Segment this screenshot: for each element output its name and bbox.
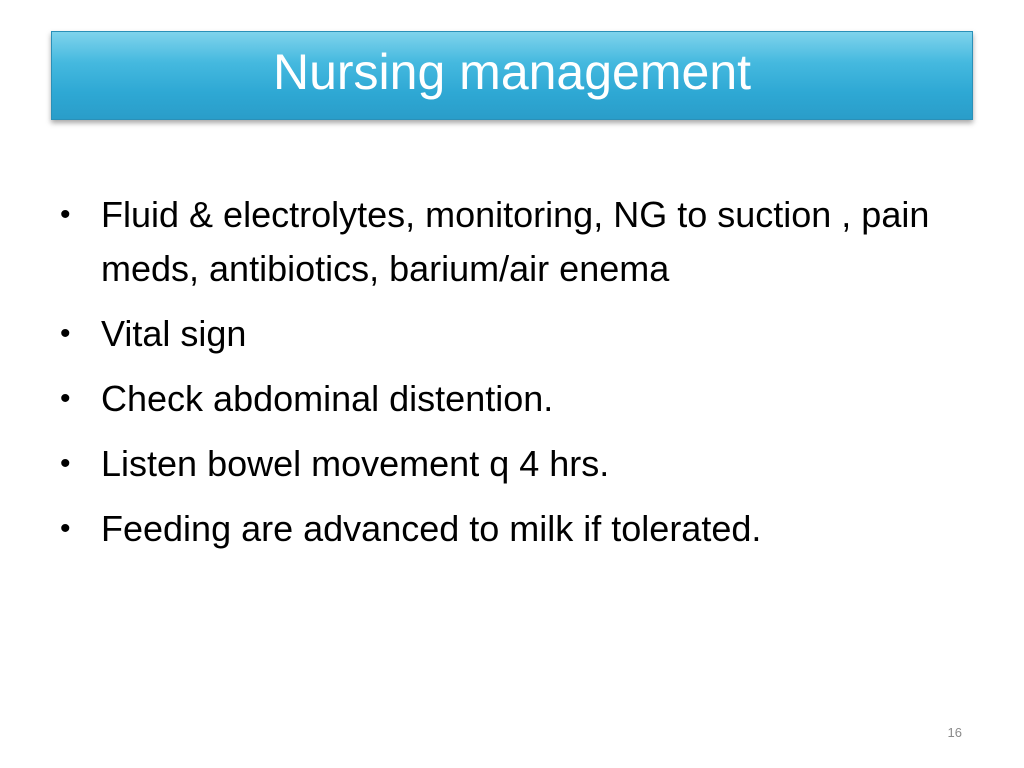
bullet-dot: • xyxy=(60,447,71,480)
bullet-text: Fluid & electrolytes, monitoring, NG to suction , pain meds, antibiotics, barium/air enema xyxy=(101,194,930,289)
bullet-text: Vital sign xyxy=(101,313,247,354)
slide-title: Nursing management xyxy=(272,43,752,100)
title-banner xyxy=(51,31,973,120)
bullet-dot: • xyxy=(60,198,71,231)
bullet-item xyxy=(58,372,978,426)
bullet-dot: • xyxy=(60,317,71,350)
bullet-dot: • xyxy=(60,382,71,415)
bullet-text: Feeding are advanced to milk if tolerated. xyxy=(101,508,762,549)
bullet-item xyxy=(58,437,978,491)
page-number: 16 xyxy=(947,725,962,740)
bullet-item xyxy=(58,307,978,361)
bullet-item xyxy=(58,502,978,556)
bullet-text: Listen bowel movement q 4 hrs. xyxy=(101,443,610,484)
bullet-item xyxy=(58,188,978,296)
bullet-text: Check abdominal distention. xyxy=(101,378,554,419)
bullet-dot: • xyxy=(60,512,71,545)
bullet-list xyxy=(58,188,978,567)
